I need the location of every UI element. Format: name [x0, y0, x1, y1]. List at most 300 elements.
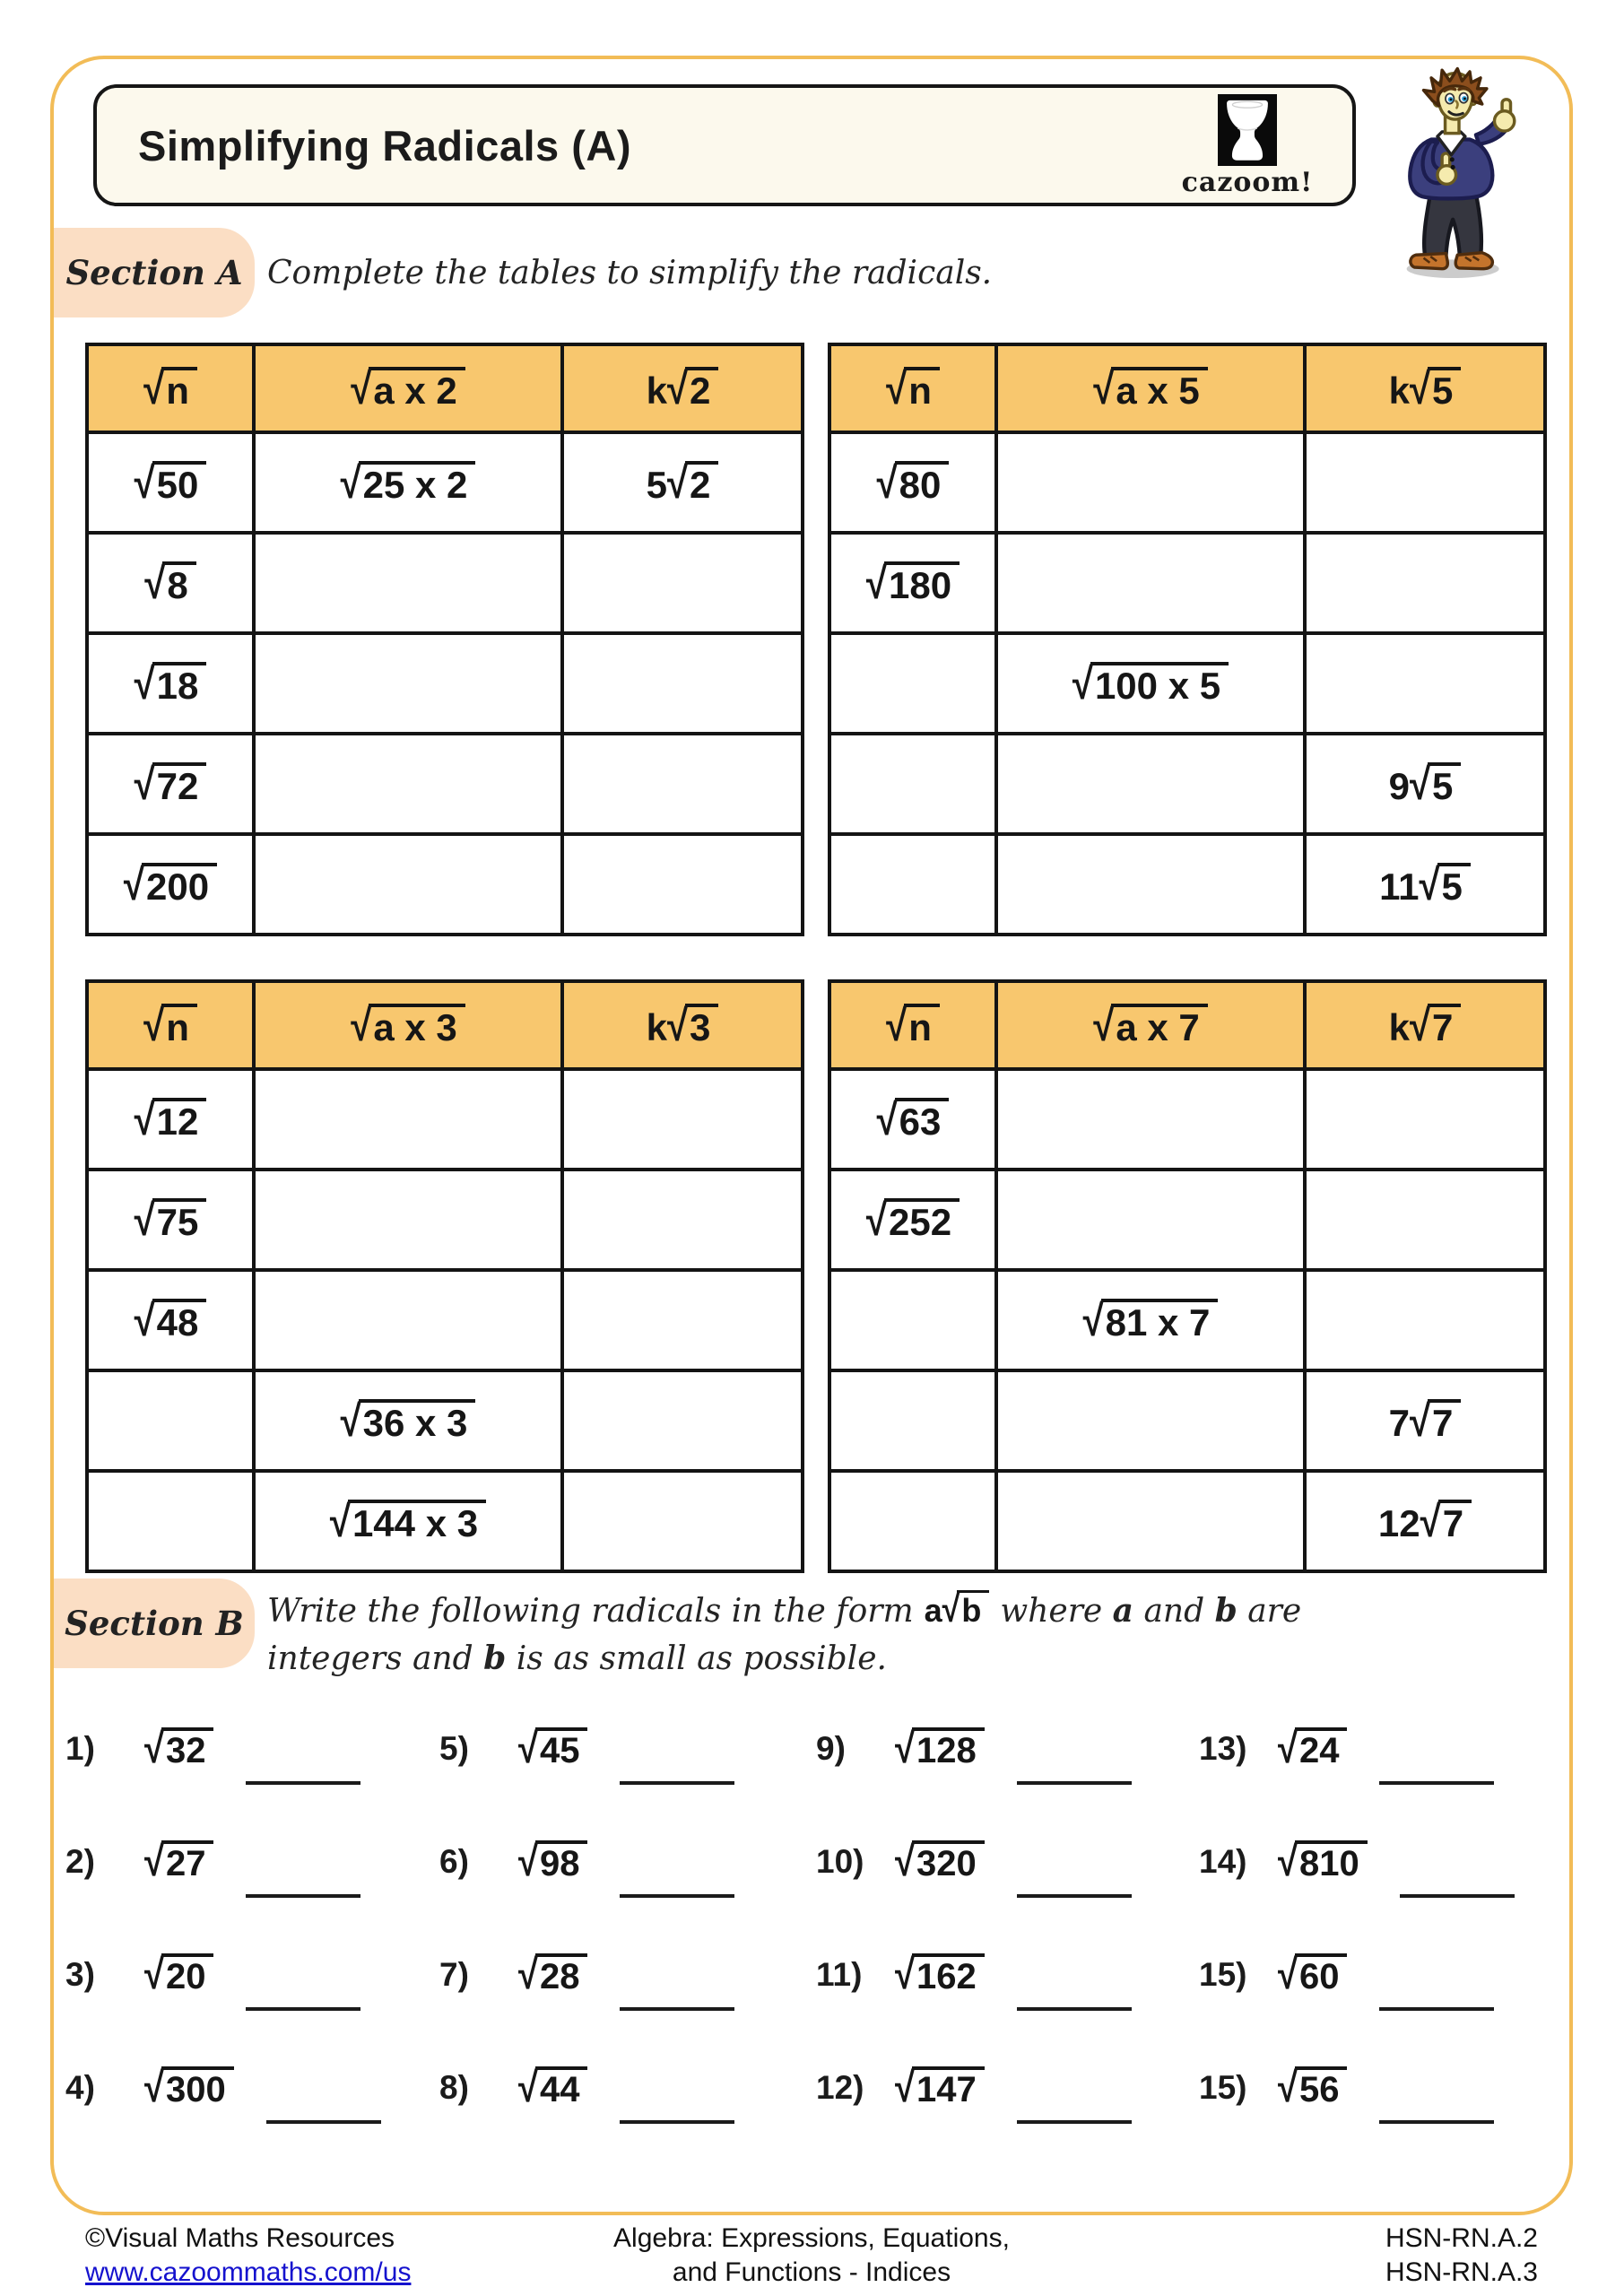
- answer-line[interactable]: [1017, 1726, 1132, 1785]
- radical-expression: [134, 1095, 207, 1144]
- radicand: 27: [161, 1840, 214, 1882]
- table-header-cell: [1305, 344, 1545, 432]
- answer-cell[interactable]: [562, 1370, 803, 1471]
- radical-expression: [144, 1726, 213, 1772]
- answer-cell[interactable]: [1305, 1069, 1545, 1170]
- radicand: 5: [1428, 762, 1461, 805]
- radicand: 18: [152, 662, 207, 705]
- radical-coefficient: k: [646, 1006, 667, 1048]
- sqrt-symbol: √: [351, 364, 372, 413]
- answer-cell[interactable]: [254, 1170, 562, 1270]
- value-cell: [87, 734, 254, 834]
- answer-line[interactable]: [1400, 1839, 1515, 1898]
- radicand: 28: [535, 1953, 588, 1995]
- topic-line-1: Algebra: Expressions, Equations,: [613, 2223, 1010, 2253]
- radical-expression: [340, 458, 476, 508]
- answer-cell[interactable]: [87, 1370, 254, 1471]
- standard-code-1: HSN-RN.A.2: [1385, 2223, 1538, 2253]
- answer-line[interactable]: [620, 2065, 734, 2124]
- problem-item: [816, 1839, 1199, 1952]
- problem-number: 9): [816, 1730, 846, 1767]
- answer-cell[interactable]: [254, 633, 562, 734]
- radicand: 72: [152, 762, 207, 805]
- problem-item: [1199, 1839, 1550, 1952]
- table-header-row: [829, 344, 1545, 432]
- radical-expression: [1278, 2065, 1347, 2111]
- value-cell: [87, 834, 254, 935]
- sqrt-symbol: √: [329, 1497, 351, 1546]
- sqrt-symbol: √: [1419, 860, 1440, 909]
- table-header-cell: [562, 344, 803, 432]
- sqrt-symbol: √: [895, 1726, 915, 1772]
- radicand: 2: [685, 367, 718, 410]
- sqrt-symbol: √: [340, 458, 361, 508]
- radicand: 75: [152, 1198, 207, 1241]
- problem-number: 4): [65, 2069, 95, 2106]
- answer-cell[interactable]: [254, 734, 562, 834]
- answer-cell[interactable]: [996, 432, 1305, 533]
- cazoom-website-link[interactable]: www.cazoommaths.com/us: [85, 2257, 412, 2288]
- sqrt-symbol: √: [1278, 1952, 1298, 1998]
- table-row: [87, 1069, 803, 1170]
- sqrt-symbol: √: [1409, 1396, 1431, 1446]
- answer-cell[interactable]: [996, 1471, 1305, 1571]
- radicand: 7: [1428, 1399, 1461, 1442]
- problem-item: [816, 1952, 1199, 2065]
- answer-cell[interactable]: [1305, 533, 1545, 633]
- value-cell: [562, 432, 803, 533]
- value-cell: [829, 533, 996, 633]
- radical-expression: [134, 1296, 207, 1345]
- value-cell: [829, 1069, 996, 1170]
- table-row: [87, 1370, 803, 1471]
- answer-cell[interactable]: [254, 1069, 562, 1170]
- radical-expression: [134, 458, 207, 508]
- answer-cell[interactable]: [1305, 1270, 1545, 1370]
- value-cell: [87, 1270, 254, 1370]
- math-variable: b: [1214, 1592, 1238, 1630]
- math-variable: a: [1112, 1592, 1133, 1630]
- value-cell: [87, 1069, 254, 1170]
- cazoom-logo: [1180, 94, 1315, 198]
- problem-item: [65, 1952, 439, 2065]
- radical-expression: [865, 559, 960, 608]
- value-cell: [87, 1170, 254, 1270]
- radicand: a x 5: [1111, 367, 1207, 410]
- problem-item: [65, 1726, 439, 1839]
- table-row: [829, 1170, 1545, 1270]
- problem-item: [439, 1952, 816, 2065]
- value-cell: [1305, 1471, 1545, 1571]
- answer-cell[interactable]: [254, 533, 562, 633]
- sqrt-symbol: √: [143, 364, 165, 413]
- radicand: a x 7: [1111, 1004, 1207, 1047]
- sqrt-symbol: √: [1420, 1497, 1441, 1546]
- radicand: 200: [142, 863, 217, 906]
- value-cell: [829, 1170, 996, 1270]
- radical-coefficient: k: [1388, 370, 1410, 412]
- answer-cell[interactable]: [87, 1471, 254, 1571]
- radicand: 8: [162, 561, 195, 604]
- sqrt-symbol: √: [144, 559, 166, 608]
- radicand: b: [957, 1590, 989, 1627]
- sqrt-symbol: √: [144, 1839, 164, 1885]
- sqrt-symbol: √: [886, 364, 908, 413]
- answer-line[interactable]: [1017, 1952, 1132, 2011]
- answer-line[interactable]: [620, 1726, 734, 1785]
- sqrt-symbol: √: [144, 2065, 164, 2111]
- radical-table: [828, 979, 1547, 1573]
- answer-cell[interactable]: [829, 1370, 996, 1471]
- sqrt-symbol: √: [134, 458, 155, 508]
- problem-item: [65, 2065, 439, 2178]
- answer-cell[interactable]: [562, 1471, 803, 1571]
- problem-item: [439, 2065, 816, 2178]
- answer-cell[interactable]: [829, 1471, 996, 1571]
- radical-expression: [886, 364, 940, 413]
- instruction-text: are: [1237, 1593, 1302, 1630]
- answer-cell[interactable]: [829, 1270, 996, 1370]
- radical-expression: [1388, 1001, 1462, 1050]
- sqrt-symbol: √: [1082, 1296, 1104, 1345]
- problem-number: 5): [439, 1730, 469, 1767]
- radicand: 144 x 3: [348, 1500, 486, 1543]
- instruction-text: where: [1000, 1593, 1113, 1630]
- radical-expression: [895, 1952, 985, 1998]
- table-row: [829, 834, 1545, 935]
- radical-expression: [144, 2065, 234, 2111]
- table-header-cell: [87, 981, 254, 1069]
- value-cell: [1305, 734, 1545, 834]
- radical-expression: [646, 458, 719, 508]
- answer-cell[interactable]: [254, 1270, 562, 1370]
- radical-expression: [1388, 1396, 1462, 1446]
- value-cell: [996, 1270, 1305, 1370]
- table-header-cell: [254, 981, 562, 1069]
- radicand: 36 x 3: [359, 1399, 476, 1442]
- sqrt-symbol: √: [134, 1296, 155, 1345]
- sqrt-symbol: √: [518, 1839, 538, 1885]
- radical-expression: [518, 1839, 587, 1885]
- answer-line[interactable]: [1017, 2065, 1132, 2124]
- answer-line[interactable]: [246, 1952, 360, 2011]
- radicand: n: [904, 367, 940, 410]
- radical-expression: [340, 1396, 476, 1446]
- sqrt-symbol: √: [876, 1095, 898, 1144]
- table-header-cell: [829, 981, 996, 1069]
- section-a-tables: [85, 343, 1543, 1573]
- radical-expression: [895, 1726, 985, 1772]
- radical-expression: [1388, 760, 1462, 809]
- topic-line-2: and Functions - Indices: [672, 2257, 951, 2288]
- problem-number: 12): [816, 2069, 864, 2106]
- answer-line[interactable]: [246, 1839, 360, 1898]
- radicand: 56: [1295, 2066, 1348, 2108]
- table-header-cell: [1305, 981, 1545, 1069]
- problem-number: 8): [439, 2069, 469, 2106]
- radical-expression: [876, 458, 950, 508]
- table-row: [87, 633, 803, 734]
- radical-expression: [144, 559, 195, 608]
- table-header-cell: [254, 344, 562, 432]
- radical-expression: [518, 1952, 587, 1998]
- radical-expression: [646, 364, 719, 413]
- radicand: 147: [912, 2066, 985, 2108]
- section-b-instruction: [267, 1587, 1415, 1683]
- radicand: 63: [895, 1098, 950, 1141]
- section-a-instruction: Complete the tables to simplify the radicals.: [267, 254, 993, 291]
- radicand: 100 x 5: [1090, 662, 1229, 705]
- sqrt-symbol: √: [1278, 1839, 1298, 1885]
- answer-cell[interactable]: [562, 1170, 803, 1270]
- problem-number: 2): [65, 1843, 95, 1880]
- sqrt-symbol: √: [1093, 364, 1115, 413]
- radicand: 180: [884, 561, 960, 604]
- sqrt-symbol: √: [886, 1001, 908, 1050]
- radicand: 44: [535, 2066, 588, 2108]
- footer-credits: [85, 2222, 411, 2291]
- table-row: [87, 533, 803, 633]
- answer-cell[interactable]: [996, 1069, 1305, 1170]
- answer-cell[interactable]: [996, 1170, 1305, 1270]
- table-header-cell: [829, 344, 996, 432]
- cazoom-logo-text: cazoom!: [1181, 167, 1314, 198]
- radical-expression: [1278, 1952, 1347, 1998]
- radicand: a x 3: [369, 1004, 465, 1047]
- sqrt-symbol: √: [1278, 2065, 1298, 2111]
- radical-coefficient: k: [1388, 1006, 1410, 1048]
- sqrt-symbol: √: [518, 1726, 538, 1772]
- sqrt-symbol: √: [340, 1396, 361, 1446]
- value-cell: [87, 533, 254, 633]
- sqrt-symbol: √: [895, 2065, 915, 2111]
- radicand: 162: [912, 1953, 985, 1995]
- problem-number: 6): [439, 1843, 469, 1880]
- table-row: [829, 1471, 1545, 1571]
- radicand: 60: [1295, 1953, 1348, 1995]
- sqrt-symbol: √: [1278, 1726, 1298, 1772]
- radicand: 128: [912, 1727, 985, 1769]
- problem-item: [439, 1726, 816, 1839]
- radicand: 24: [1295, 1727, 1348, 1769]
- answer-cell[interactable]: [1305, 432, 1545, 533]
- answer-cell[interactable]: [254, 834, 562, 935]
- radical-coefficient: 9: [1388, 765, 1410, 807]
- radicand: 3: [685, 1004, 718, 1047]
- value-cell: [1305, 1370, 1545, 1471]
- radical-coefficient: a: [924, 1592, 942, 1629]
- problem-number: 3): [65, 1956, 95, 1993]
- answer-cell[interactable]: [562, 533, 803, 633]
- radicand: n: [161, 1004, 197, 1047]
- sqrt-symbol: √: [518, 1952, 538, 1998]
- radical-expression: [1377, 1497, 1472, 1546]
- problem-number: 10): [816, 1843, 864, 1880]
- table-row: [87, 1170, 803, 1270]
- sqrt-symbol: √: [1409, 760, 1431, 809]
- sqrt-symbol: √: [134, 1095, 155, 1144]
- answer-line[interactable]: [620, 1839, 734, 1898]
- radicand: 20: [161, 1953, 214, 1995]
- answer-cell[interactable]: [562, 1069, 803, 1170]
- problem-number: 1): [65, 1730, 95, 1767]
- table-row: [87, 1270, 803, 1370]
- sqrt-symbol: √: [1409, 1001, 1431, 1050]
- radicand: 25 x 2: [359, 461, 476, 504]
- radical-expression: [865, 1196, 960, 1245]
- radicand: 7: [1438, 1500, 1472, 1543]
- answer-cell[interactable]: [562, 834, 803, 935]
- radicand: 252: [884, 1198, 960, 1241]
- answer-line[interactable]: [620, 1952, 734, 2011]
- answer-cell[interactable]: [829, 734, 996, 834]
- radicand: 80: [895, 461, 950, 504]
- answer-cell[interactable]: [1305, 633, 1545, 734]
- math-variable: b: [483, 1639, 507, 1678]
- problem-item: [65, 1839, 439, 1952]
- value-cell: [996, 633, 1305, 734]
- mascot-illustration: [1367, 48, 1551, 301]
- footer-topic: [613, 2222, 1010, 2291]
- radical-table: [828, 343, 1547, 936]
- radical-coefficient: 12: [1377, 1502, 1420, 1544]
- page-footer: [85, 2222, 1538, 2291]
- radical-coefficient: 11: [1379, 865, 1420, 908]
- answer-cell[interactable]: [562, 633, 803, 734]
- table-header-cell: [996, 981, 1305, 1069]
- page-title: Simplifying Radicals (A): [138, 121, 631, 170]
- answer-cell[interactable]: [829, 834, 996, 935]
- footer-standards: [1385, 2222, 1538, 2291]
- radical-expression: [329, 1497, 486, 1546]
- radical-expression: [924, 1587, 990, 1631]
- radicand: n: [904, 1004, 940, 1047]
- radical-coefficient: k: [646, 370, 667, 412]
- problem-number: 11): [816, 1956, 863, 1993]
- sqrt-symbol: √: [1409, 364, 1431, 413]
- table-row: [87, 432, 803, 533]
- radicand: 12: [152, 1098, 207, 1141]
- problem-number: 13): [1199, 1730, 1247, 1767]
- radicand: 810: [1295, 1840, 1368, 1882]
- radical-expression: [1278, 1839, 1368, 1885]
- value-cell: [254, 1370, 562, 1471]
- table-header-cell: [996, 344, 1305, 432]
- radical-expression: [646, 1001, 719, 1050]
- sqrt-symbol: √: [123, 860, 144, 909]
- value-cell: [1305, 834, 1545, 935]
- answer-line[interactable]: [1379, 1726, 1494, 1785]
- radical-expression: [144, 1952, 213, 1998]
- answer-cell[interactable]: [996, 834, 1305, 935]
- answer-cell[interactable]: [562, 1270, 803, 1370]
- radical-coefficient: 5: [646, 464, 667, 506]
- problem-number: 15): [1199, 1956, 1247, 1993]
- sqrt-symbol: √: [666, 458, 689, 508]
- answer-cell[interactable]: [996, 1370, 1305, 1471]
- radicand: a x 2: [369, 367, 465, 410]
- table-header-cell: [562, 981, 803, 1069]
- value-cell: [87, 633, 254, 734]
- instruction-text: integers and: [267, 1640, 484, 1678]
- standard-code-2: HSN-RN.A.3: [1385, 2257, 1538, 2288]
- radical-expression: [144, 1839, 213, 1885]
- value-cell: [254, 432, 562, 533]
- problem-number: 15): [1199, 2069, 1247, 2106]
- radical-expression: [518, 2065, 587, 2111]
- table-row: [87, 734, 803, 834]
- title-box: [93, 84, 1356, 206]
- radical-expression: [518, 1726, 587, 1772]
- answer-cell[interactable]: [829, 633, 996, 734]
- sqrt-symbol: √: [666, 364, 689, 413]
- radical-expression: [1072, 659, 1229, 709]
- table-row: [829, 432, 1545, 533]
- radicand: 98: [535, 1840, 588, 1882]
- radical-expression: [351, 364, 465, 413]
- sqrt-symbol: √: [865, 559, 887, 608]
- sqrt-symbol: √: [134, 760, 155, 809]
- table-row: [87, 1471, 803, 1571]
- radical-expression: [895, 2065, 985, 2111]
- sqrt-symbol: √: [144, 1952, 164, 1998]
- table-header-cell: [87, 344, 254, 432]
- table-row: [829, 1370, 1545, 1471]
- table-row: [829, 1069, 1545, 1170]
- problem-item: [439, 1839, 816, 1952]
- answer-cell[interactable]: [996, 734, 1305, 834]
- radical-table: [85, 343, 804, 936]
- table-row: [829, 533, 1545, 633]
- answer-cell[interactable]: [562, 734, 803, 834]
- radicand: 2: [685, 461, 718, 504]
- radicand: 48: [152, 1299, 207, 1342]
- problem-number: 7): [439, 1956, 469, 1993]
- sqrt-symbol: √: [143, 1001, 165, 1050]
- value-cell: [829, 432, 996, 533]
- sqrt-symbol: √: [1072, 659, 1093, 709]
- radical-expression: [143, 1001, 197, 1050]
- answer-line[interactable]: [246, 1726, 360, 1785]
- value-cell: [254, 1471, 562, 1571]
- radical-expression: [143, 364, 197, 413]
- section-b-problems: [65, 1726, 1550, 2178]
- radicand: 81 x 7: [1101, 1299, 1219, 1342]
- radical-expression: [1093, 1001, 1207, 1050]
- problem-item: [816, 2065, 1199, 2178]
- radical-expression: [1388, 364, 1462, 413]
- radicand: 7: [1428, 1004, 1461, 1047]
- problem-number: 14): [1199, 1843, 1247, 1880]
- problem-item: [1199, 1952, 1550, 2065]
- radical-expression: [123, 860, 217, 909]
- sqrt-symbol: √: [895, 1839, 915, 1885]
- answer-cell[interactable]: [1305, 1170, 1545, 1270]
- problem-item: [816, 1726, 1199, 1839]
- radical-expression: [134, 1196, 207, 1245]
- radical-expression: [895, 1839, 985, 1885]
- answer-cell[interactable]: [996, 533, 1305, 633]
- sqrt-symbol: √: [876, 458, 898, 508]
- sqrt-symbol: √: [144, 1726, 164, 1772]
- sqrt-symbol: √: [1093, 1001, 1115, 1050]
- table-header-row: [87, 981, 803, 1069]
- sqrt-symbol: √: [865, 1196, 887, 1245]
- answer-line[interactable]: [1379, 2065, 1494, 2124]
- answer-line[interactable]: [1017, 1839, 1132, 1898]
- answer-line[interactable]: [266, 2065, 381, 2124]
- answer-line[interactable]: [1379, 1952, 1494, 2011]
